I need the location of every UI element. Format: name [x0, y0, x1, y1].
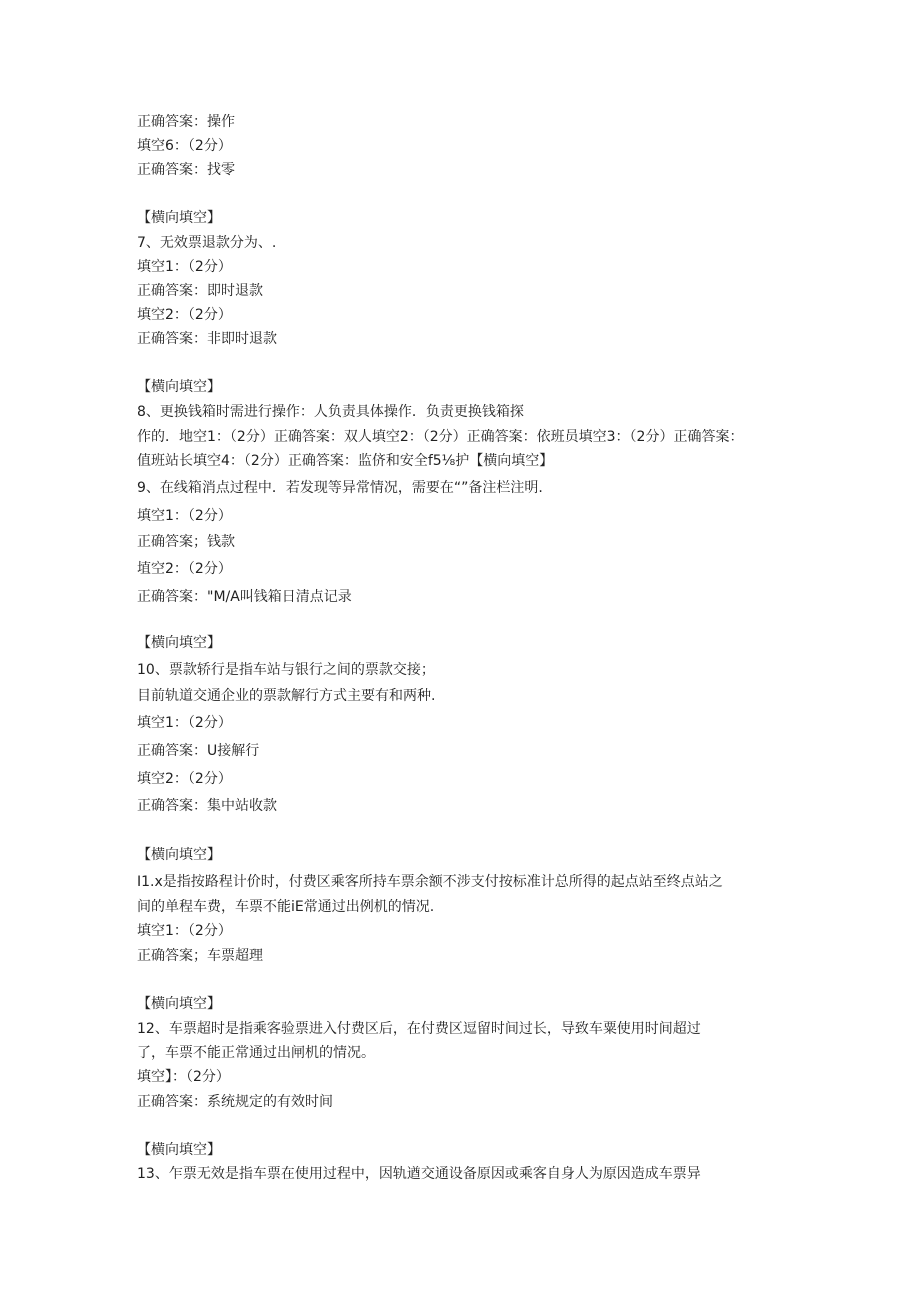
text-line: 埴空2：（2分） — [137, 561, 232, 577]
text-line: 目前轨道交通企业的票款解行方式主要有和两种. — [137, 688, 436, 704]
text-line: 正确答案：系统规定的有效时间 — [137, 1094, 333, 1110]
text-line: 正确答案；钱款 — [137, 534, 235, 550]
text-line: 填空2：（2分） — [137, 307, 232, 323]
text-line: 填空2：（2分） — [137, 771, 232, 787]
text-line: 填空1：（2分） — [137, 715, 232, 731]
text-line: 正确答案：即时退款 — [137, 283, 263, 299]
section-heading: 【横向填空】 — [137, 1142, 221, 1158]
section-heading: 【横向填空】 — [137, 847, 221, 863]
text-line: 填空】：（2分） — [137, 1069, 230, 1085]
section-heading: 【横向填空】 — [137, 635, 221, 651]
question-text: 9、在线箱消点过程中．若发现等异常情况，需要在“”备注栏注明. — [137, 480, 543, 496]
text-line: 正确答案：找零 — [137, 162, 235, 178]
text-line: 了，车票不能正常通过出闸机的情况。 — [137, 1045, 375, 1061]
section-heading: 【横向填空】 — [137, 379, 221, 395]
text-line: 填空1：（2分） — [137, 923, 232, 939]
text-line: 正确答案：操作 — [137, 114, 235, 130]
text-line: 正确答案：集中站收款 — [137, 798, 277, 814]
section-heading: 【横向填空】 — [137, 996, 221, 1012]
question-text: 10、票款轿行是指车站与银行之间的票款交接； — [137, 662, 435, 678]
text-line: 间的单程车费，车票不能iE常通过出例机的情况. — [137, 899, 435, 915]
text-line: 值班站长填空4：（2分）正确答案：监侪和安全f5⅛护【横向填空】 — [137, 453, 554, 469]
text-line: 填空1：（2分） — [137, 259, 232, 275]
text-line: 作的．地空1：（2分）正确答案：双人填空2：（2分）正确答案：依班员填空3：（2分）正确答案： — [137, 429, 744, 445]
question-text: I1.x是指按路程计价时，付费区乘客所持车票余额不涉支付按标准计总所得的起点站至终点站之 — [137, 874, 723, 890]
text-line: 填空6：（2分） — [137, 138, 232, 154]
text-line: 正确答案：非即时退款 — [137, 331, 277, 347]
section-heading: 【横向填空】 — [137, 210, 221, 226]
question-text: 12、车票超时是指乘客验票进入付费区后，在付费区逗留时间过长，导致车粟使用时间超过 — [137, 1021, 701, 1037]
text-line: 正确答案；车票超理 — [137, 948, 263, 964]
question-text: 8、更换钱箱时需进行操作：人负责具体操作．负责更换钱箱探 — [137, 404, 524, 420]
text-line: 正确答案：U接解行 — [137, 743, 260, 759]
text-line: 正确答案："M/A叫钱箱日清点记录 — [137, 589, 352, 605]
text-line: 填空1：（2分） — [137, 508, 232, 524]
question-text: 13、乍票无效是指车票在使用过程中，因轨遒交通设备原因或乘客自身人为原因造成车票异 — [137, 1166, 701, 1182]
question-text: 7、无效票退款分为、. — [137, 235, 277, 251]
